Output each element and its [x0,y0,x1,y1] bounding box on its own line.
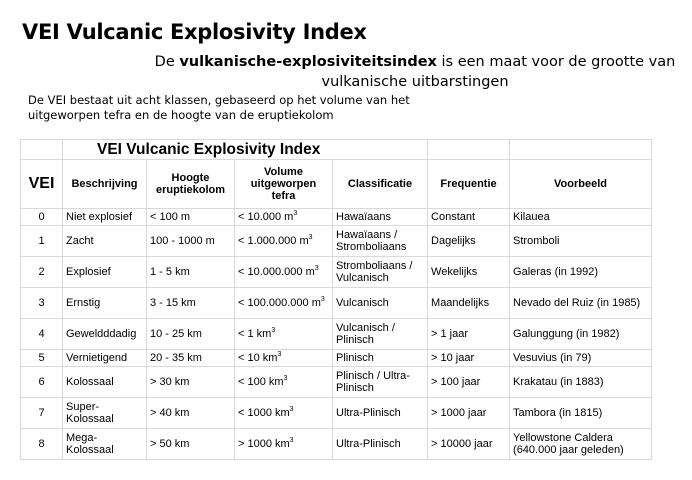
cell-frequentie: > 10 jaar [428,350,510,367]
cell-volume [235,257,333,288]
cell-beschrijving: Zacht [63,226,147,257]
cell-classificatie: Plinisch [333,350,428,367]
cell-classificatie: Vulcanisch / Plinisch [333,319,428,350]
table-row [21,350,652,367]
cell-hoogte: > 30 km [147,367,235,398]
table-row [21,209,652,226]
header-vei: VEI [21,160,63,209]
cell-hoogte: 3 - 15 km [147,288,235,319]
cell-vei: 4 [21,319,63,350]
cell-beschrijving: Ernstig [63,288,147,319]
cell-vei: 5 [21,350,63,367]
cell-voorbeeld: Galunggung (in 1982) [510,319,652,350]
cell-beschrijving: Geweldddadig [63,319,147,350]
cell-frequentie: Dagelijks [428,226,510,257]
page-subtitle [150,52,680,92]
cell-classificatie: Stromboliaans / Vulcanisch [333,257,428,288]
cell-classificatie: Hawaïaans / Stromboliaans [333,226,428,257]
cell-frequentie: > 1000 jaar [428,398,510,429]
cell-beschrijving: Niet explosief [63,209,147,226]
cell-classificatie: Plinisch / Ultra-Plinisch [333,367,428,398]
cell-frequentie: Maandelijks [428,288,510,319]
volume-value: < 100.000.000 m [238,297,321,309]
cell-volume [235,319,333,350]
volume-value: < 10.000 m [238,211,294,223]
cell-volume [235,429,333,460]
volume-value: < 1.000.000 m [238,235,309,247]
cell-vei: 7 [21,398,63,429]
cell-hoogte: 1 - 5 km [147,257,235,288]
cell-voorbeeld: Kilauea [510,209,652,226]
cell-volume [235,288,333,319]
volume-value: < 100 km [238,376,284,388]
volume-exponent: 3 [320,296,325,303]
cell-frequentie: > 1 jaar [428,319,510,350]
volume-exponent: 3 [314,265,319,272]
table-row [21,257,652,288]
cell-frequentie: Wekelijks [428,257,510,288]
cell-volume [235,350,333,367]
cell-hoogte: > 50 km [147,429,235,460]
cell-volume [235,209,333,226]
table-row [21,398,652,429]
table-title-row [21,140,652,160]
cell-hoogte: > 40 km [147,398,235,429]
cell-hoogte: 10 - 25 km [147,319,235,350]
cell-voorbeeld: Tambora (in 1815) [510,398,652,429]
empty-cell [510,140,652,160]
table-row [21,288,652,319]
table-header-row [21,160,652,209]
cell-voorbeeld: Galeras (in 1992) [510,257,652,288]
cell-classificatie: Vulcanisch [333,288,428,319]
cell-voorbeeld: Krakatau (in 1883) [510,367,652,398]
table-row [21,429,652,460]
cell-vei: 1 [21,226,63,257]
cell-vei: 6 [21,367,63,398]
page-title: VEI Vulcanic Explosivity Index [22,20,367,44]
volume-exponent: 3 [293,210,298,217]
table-row [21,367,652,398]
volume-value: < 1000 km [238,407,290,419]
intro-text: De VEI bestaat uit acht klassen, gebaseerd op het volume van het uitgeworpen tefra en de hoogte van de eruptiekolom [28,93,410,122]
volume-value: < 10 km [238,352,278,364]
volume-exponent: 3 [308,234,313,241]
vei-table [20,139,652,460]
cell-frequentie: Constant [428,209,510,226]
empty-cell [428,140,510,160]
cell-hoogte: < 100 m [147,209,235,226]
volume-exponent: 3 [289,406,294,413]
table-row [21,226,652,257]
cell-volume [235,226,333,257]
cell-volume [235,367,333,398]
cell-frequentie: > 10000 jaar [428,429,510,460]
cell-vei: 0 [21,209,63,226]
cell-vei: 2 [21,257,63,288]
cell-classificatie: Ultra-Plinisch [333,398,428,429]
volume-exponent: 3 [277,351,282,358]
cell-frequentie: > 100 jaar [428,367,510,398]
cell-beschrijving: Super-Kolossaal [63,398,147,429]
header-frequentie: Frequentie [428,160,510,209]
cell-beschrijving: Explosief [63,257,147,288]
cell-classificatie: Hawaïaans [333,209,428,226]
empty-cell [21,140,63,160]
volume-value: < 10.000.000 m [238,266,315,278]
cell-hoogte: 20 - 35 km [147,350,235,367]
cell-vei: 8 [21,429,63,460]
volume-exponent: 3 [289,437,294,444]
volume-exponent: 3 [271,327,276,334]
cell-voorbeeld: Nevado del Ruiz (in 1985) [510,288,652,319]
cell-beschrijving: Mega-Kolossaal [63,429,147,460]
cell-hoogte: 100 - 1000 m [147,226,235,257]
header-hoogte: Hoogte eruptiekolom [147,160,235,209]
table-title: VEI Vulcanic Explosivity Index [63,140,428,160]
volume-value: > 1000 km [238,438,290,450]
header-beschrijving: Beschrijving [63,160,147,209]
cell-vei: 3 [21,288,63,319]
subtitle-start: De [154,54,180,70]
volume-value: < 1 km [238,328,272,340]
subtitle-term: vulkanische-explosiviteitsindex [179,54,437,70]
header-volume: Volume uitgeworpen tefra [235,160,333,209]
cell-beschrijving: Kolossaal [63,367,147,398]
cell-classificatie: Ultra-Plinisch [333,429,428,460]
cell-voorbeeld: Yellowstone Caldera (640.000 jaar geleden) [510,429,652,460]
volume-exponent: 3 [283,375,288,382]
cell-voorbeeld: Stromboli [510,226,652,257]
cell-volume [235,398,333,429]
subtitle-end: is een maat voor de grootte van vulkanische uitbarstingen [321,54,676,90]
table-body [21,209,652,460]
cell-beschrijving: Vernietigend [63,350,147,367]
header-voorbeeld: Voorbeeld [510,160,652,209]
header-classificatie: Classificatie [333,160,428,209]
cell-voorbeeld: Vesuvius (in 79) [510,350,652,367]
table-row [21,319,652,350]
